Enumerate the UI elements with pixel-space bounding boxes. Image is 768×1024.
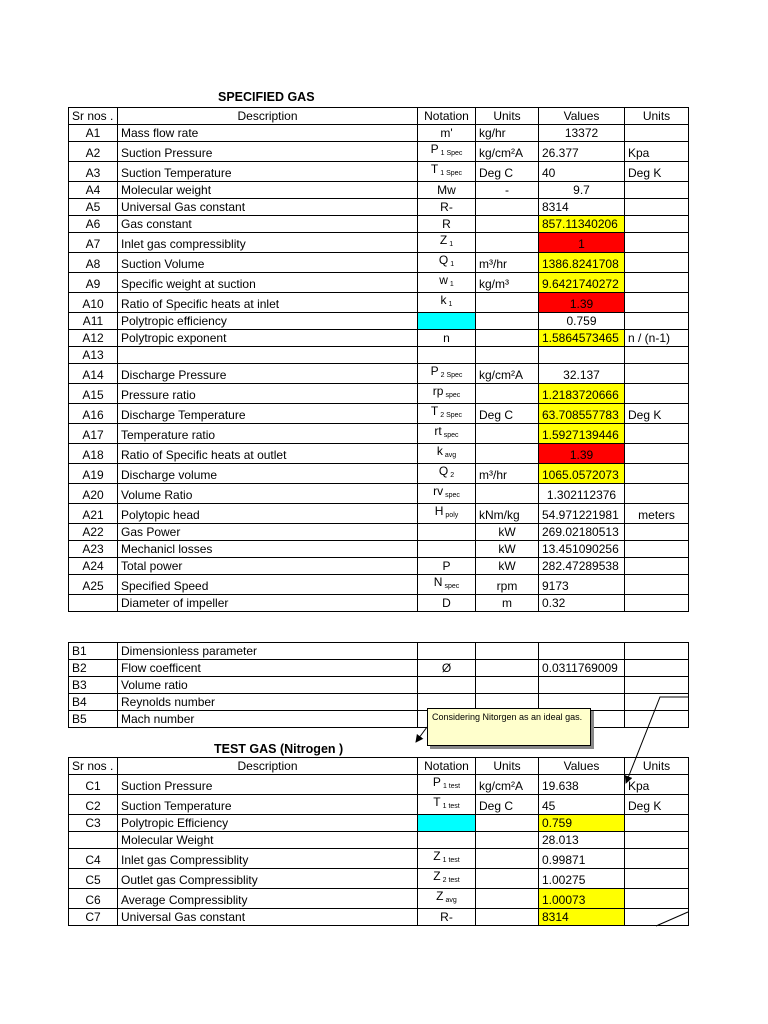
notation-cell-text: P [432,775,441,789]
description-cell-text: Pressure ratio [121,388,196,402]
description-cell-text: Average Compressiblity [121,893,248,907]
notation-cell-subscript: spec [444,583,460,590]
value-cell-text: 8314 [542,200,569,214]
description-cell-text: Ratio of Specific heats at outlet [121,448,287,462]
sr-cell-text: A6 [85,217,101,231]
description-cell-text: Suction Temperature [121,799,232,813]
notation-cell-text: T [433,795,441,809]
description-cell-text: Gas Power [121,525,181,539]
value-cell-text: 40 [542,166,556,180]
sr-cell-text: A16 [82,408,104,422]
sr-cell-text: B3 [72,678,87,692]
units-cell-text: Deg C [479,799,514,813]
units-cell-text: Deg C [479,166,514,180]
sr-cell-text: B2 [72,661,87,675]
sr-cell-text: B4 [72,695,87,709]
notation-cell-text: w [439,273,448,287]
units-cell-text: m³/hr [479,257,507,271]
units-cell-text: kNm/kg [479,508,520,522]
column-header-text: Description [237,759,298,773]
column-header-text: Units [493,109,521,123]
description-cell-text: Discharge Pressure [121,368,227,382]
value-cell-text: 0.0311769009 [542,661,618,675]
column-header-text: Notation [424,109,469,123]
sr-cell-text: C4 [85,853,101,867]
sr-cell-text: A21 [82,508,104,522]
column-header-text: Units [642,759,671,773]
value-cell-text: 19.638 [542,779,579,793]
sr-cell-text: A14 [82,368,104,382]
units-cell-text: kW [498,542,516,556]
value-cell-text: 26.377 [542,146,579,160]
description-cell-text: Mach number [121,712,195,726]
value-cell-text: 0.759 [566,314,597,328]
notation-cell-subscript: 1 [450,261,455,268]
notation-cell-subscript: spec [445,392,461,399]
sr-cell-text: A24 [82,559,104,573]
value-cell-text: 1.5927139446 [542,428,619,442]
description-cell-text: Gas constant [121,217,192,231]
description-cell-text: Suction Pressure [121,779,213,793]
description-cell-text: Polytopic head [121,508,200,522]
column-header-text: Values [563,759,600,773]
description-cell-text: Diameter of impeller [121,596,229,610]
sr-cell-text: C6 [85,893,101,907]
value-cell-text: 1.2183720666 [542,388,619,402]
notation-cell-text: T [430,404,439,418]
units-cell-text: kg/cm²A [479,368,524,382]
notation-cell-subscript: avg [445,897,457,904]
notation-cell-text: P [442,559,451,573]
description-cell-text: Flow coefficent [121,661,201,675]
column-header-text: Sr nos . [72,759,114,773]
sr-cell-text: A9 [85,277,101,291]
note-arrow [416,727,427,742]
notation-cell-subscript: 2 [450,472,455,479]
value-cell-text: 9173 [542,579,569,593]
value-cell-text: 63.708557783 [542,408,619,422]
notation-cell-text: P [430,142,439,156]
description-cell-text: Total power [121,559,183,573]
units-cell-text: kg/hr [479,126,506,140]
units-cell-text: m [502,596,512,610]
sr-cell-text: A22 [82,525,104,539]
notation-cell-text: R- [440,910,453,924]
value-cell-text: 0.99871 [542,853,586,867]
notation-cell-subscript: 2 test [442,877,460,884]
notation-cell-text: Ø [441,661,452,675]
units-cell-text: - [505,183,509,197]
notation-cell-text: m' [440,126,453,140]
description-cell-text: Suction Volume [121,257,205,271]
notation-cell-text: H [434,504,444,518]
description-cell-text: Molecular weight [121,183,212,197]
description-cell-text: Outlet gas Compressiblity [121,873,258,887]
description-cell-text: Polytropic Efficiency [121,816,229,830]
description-cell-text: Polytropic exponent [121,331,227,345]
value-cell-text: 1 [578,237,585,251]
value-cell-text: 282.47289538 [542,559,619,573]
sr-cell-text: A12 [82,331,104,345]
value-cell-text: 1.00073 [542,893,586,907]
sr-cell-text: A20 [82,488,104,502]
sr-cell-text: B1 [72,644,87,658]
notation-cell-subscript: 1 Spec [440,170,463,177]
sr-cell-text: A3 [85,166,101,180]
sr-cell-text: A13 [82,348,104,362]
units2-cell-text: Deg K [628,166,662,180]
notation-cell-text: rv [433,484,444,498]
notation-cell-subscript: 1 [449,281,454,288]
description-cell-text: Inlet gas compressiblity [121,237,246,251]
notation-cell-subscript: 2 Spec [440,372,463,379]
units2-cell-text: meters [638,508,675,522]
notation-cell-text: T [430,162,439,176]
units-cell-text: Deg C [479,408,514,422]
value-cell-text: 0.759 [542,816,573,830]
units2-cell-text: Deg K [628,799,662,813]
notation-cell-text: Q [438,464,449,478]
notation-cell-subscript: 1 test [442,803,460,810]
sr-cell-text: A15 [82,388,104,402]
sr-cell-text: A11 [82,314,104,328]
units-cell-text: kg/m³ [479,277,509,291]
units-cell-text: rpm [496,579,518,593]
units2-cell-text: Kpa [628,146,650,160]
value-cell-text: 32.137 [563,368,600,382]
sr-cell-text: C1 [85,779,101,793]
notation-cell-text: k [436,444,443,458]
notation-cell-subscript: spec [443,432,459,439]
notation-cell-text: Z [433,849,441,863]
sr-cell-text: C7 [85,910,101,924]
value-cell-text: 1.00275 [542,873,586,887]
sr-cell-text: A25 [82,579,104,593]
description-cell-text: Suction Temperature [121,166,232,180]
description-cell-text: Mechanicl losses [121,542,213,556]
notation-cell-subscript: spec [445,492,460,499]
notation-cell-text: Z [433,869,441,883]
value-cell-text: 28.013 [542,833,579,847]
sr-cell-text: C2 [85,799,101,813]
sr-cell-text: A1 [85,126,101,140]
value-cell-text: 13.451090256 [542,542,619,556]
notation-cell-text: P [430,364,439,378]
description-cell-text: Molecular Weight [121,833,214,847]
value-cell-text: 1.5864573465 [542,331,619,345]
sr-cell-text: A5 [85,200,101,214]
notation-cell-text: Z [439,233,448,247]
sr-cell-text: A4 [85,183,101,197]
sr-cell-text: A18 [82,448,104,462]
sr-cell-text: C3 [85,816,101,830]
notation-cell-text: rp [432,384,444,398]
column-header-text: Units [493,759,521,773]
value-cell-text: 9.6421740272 [542,277,619,291]
value-cell-text: 9.7 [573,183,590,197]
column-header-text: Units [642,109,671,123]
comment-note[interactable]: Considering Nitorgen as an ideal gas. [427,708,591,746]
comment-connector [626,697,688,783]
description-cell-text: Ratio of Specific heats at inlet [121,297,280,311]
notation-cell-subscript: 1 [449,241,454,248]
value-cell-text: 0.32 [542,596,566,610]
sr-cell-text: A19 [82,468,104,482]
column-header-text: Notation [424,759,469,773]
units-cell-text: kW [498,525,516,539]
notation-cell-text: k [440,293,447,307]
value-cell-text: 1.39 [569,297,594,311]
description-cell-text: Polytropic efficiency [121,314,227,328]
units2-cell-text: Deg K [628,408,662,422]
comment-connector-bottom [656,912,688,926]
column-header-text: Values [563,109,600,123]
notation-cell-text: R- [440,200,453,214]
value-cell-text: 45 [542,799,556,813]
sr-cell-text: A2 [85,146,101,160]
notation-cell-subscript: 2 Spec [440,412,463,419]
description-cell-text: Temperature ratio [121,428,216,442]
units2-cell-text: Kpa [628,779,650,793]
description-cell-text: Suction Pressure [121,146,213,160]
sr-cell-text: A8 [85,257,101,271]
description-cell-text: Specific weight at suction [121,277,256,291]
notation-cell-text: Z [436,889,444,903]
description-cell-text: Universal Gas constant [121,200,246,214]
notation-cell-subscript: 1 Spec [440,150,463,157]
description-cell-text: Volume Ratio [121,488,193,502]
notation-cell-subscript: avg [444,452,457,459]
value-cell-text: 857.11340206 [542,217,618,231]
description-cell-text: Reynolds number [121,695,216,709]
value-cell-text: 1386.8241708 [542,257,619,271]
notation-cell-text: rt [434,424,442,438]
units-cell-text: m³/hr [479,468,507,482]
description-cell-text: Volume ratio [121,678,188,692]
value-cell-text: 13372 [564,126,599,140]
description-cell-text: Discharge Temperature [121,408,246,422]
value-cell-text: 1.302112376 [546,488,617,502]
sr-cell-text: B5 [72,712,87,726]
notation-cell-subscript: poly [445,512,459,519]
units-cell-text: kg/cm²A [479,146,524,160]
sr-cell-text: A7 [85,237,101,251]
notation-cell-subscript: 1 test [442,857,460,864]
units2-cell-text: n / (n-1) [628,331,671,345]
units-cell-text: kW [498,559,516,573]
value-cell-text: 54.971221981 [542,508,619,522]
sr-cell-text: A23 [82,542,104,556]
notation-cell-text: N [433,575,443,589]
notation-cell-text: D [442,596,451,610]
notation-cell-subscript: 1 test [442,783,461,790]
notation-cell-text: Mw [437,183,456,197]
specified-gas-title: SPECIFIED GAS [218,90,315,104]
sr-cell-text: A10 [82,297,104,311]
sr-cell-text: A17 [82,428,104,442]
value-cell-text: 1.39 [569,448,594,462]
value-cell-text: 8314 [542,910,569,924]
test-gas-title: TEST GAS (Nitrogen ) [214,742,344,756]
description-cell-text: Discharge volume [121,468,218,482]
notation-cell-text: R [442,217,451,231]
description-cell-text: Inlet gas Compressiblity [121,853,249,867]
value-cell-text: 1065.0572073 [542,468,619,482]
description-cell-text: Dimensionless parameter [121,644,258,658]
notation-cell-text: Q [438,253,449,267]
notation-cell-text: n [443,331,450,345]
sr-cell-text: C5 [85,873,101,887]
column-header-text: Sr nos . [72,109,114,123]
column-header-text: Description [237,109,298,123]
value-cell-text: 269.02180513 [542,525,619,539]
description-cell-text: Mass flow rate [121,126,199,140]
description-cell-text: Universal Gas constant [121,910,246,924]
description-cell-text: Specified Speed [121,579,209,593]
units-cell-text: kg/cm²A [479,779,524,793]
notation-cell-subscript: 1 [448,301,453,308]
